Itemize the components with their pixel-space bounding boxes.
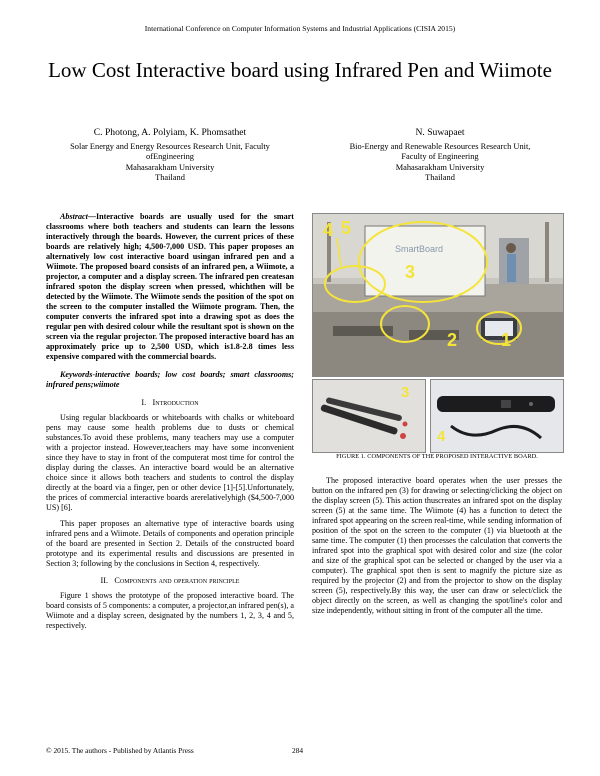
section-heading-introduction xyxy=(46,398,294,408)
authors-right xyxy=(318,128,562,183)
affiliation-line: Faculty of Engineering xyxy=(401,152,479,162)
conference-header: International Conference on Computer Information Systems and Industrial Applications (CISIA 2015) xyxy=(144,24,456,33)
affiliation-line: Thailand xyxy=(155,172,185,182)
components-paragraph-1: Figure 1 shows the prototype of the proposed interactive board. The board consists of 5 components: a computer, a projector,an infrared pen(s), a Wiimote and a display screen, designated by the numbers 1, 2, 3, 4 and 5, respectively. xyxy=(46,591,294,630)
label-screen: 5 xyxy=(341,218,352,238)
section-title: Introduction xyxy=(152,398,199,407)
figure-1 xyxy=(312,213,562,451)
abstract-lead: Abstract xyxy=(60,212,88,221)
label-pen: 3 xyxy=(405,262,416,282)
label-pen-photo: 3 xyxy=(401,384,410,401)
paper-title: Low Cost Interactive board using Infrared Pen and Wiimote xyxy=(48,58,552,82)
affiliation-line: Bio-Energy and Renewable Resources Research Unit, xyxy=(349,142,531,152)
operation-paragraph: The proposed interactive board operates when the user presses the button on the infrared pen (3) for drawing or selecting/clicking the object on the display screen (5). This action thuscreates an infrared spot on the display screen (5) at the same time. The Wiimote (4) has a function to detect the infrared spot appearing on the screen real-time, while sending information of position of the spot on the screen to the computer (1) via bluetooth at the same time. The computer (1) then processes the calculation that converts the infrared spot into the graphical spot with desired color and size (the color and size of the graphical spot can be selected or changed by the user via a computer). The graphical spot then is sent to magnify the picture size as required by the projector (2) and from the projector to show on the display screen (5), respectively.By this way, the user can draw or select/click the object directly on the screen, as well as changing the spot/line's color and size independently, without sitting in front of the computer all the time. xyxy=(312,476,562,615)
intro-paragraph-1: Using regular blackboards or whiteboards with chalks or whiteboard pens may cause some health problems due to dusts or chemical substances.To avoid these problems, many teachers may use a computer with a projector instead. However,teachers may have some inconvenient since they have to stay in front of the computerat most time for control the display during the classes. An interactive board would be an alternative choice since it allows both teachers and students to control the display directly at the board via a finger, pen or other device [1]-[5].Unfortunately, the prices of commercial interactive boards arerelativelyhigh ($4,500-7,000 US) [6]. xyxy=(46,413,294,512)
intro-paragraph-2: This paper proposes an alternative type of interactive boards using infrared pens and a Wiimote. Details of components and operation principle of the board are presented in Section 2. Details of the constructed board prototype and its experimental results and discussions are presented in Section 3; following by the conclusions in Section 4, respectively. xyxy=(46,519,294,568)
infrared-pen-photo xyxy=(312,379,426,453)
left-column xyxy=(46,212,294,631)
affiliation-line: ofEngineering xyxy=(146,152,194,162)
screen-text: SmartBoard xyxy=(395,244,444,254)
affiliation-line: Mahasarakham University xyxy=(395,162,485,172)
label-wiimote-photo: 4 xyxy=(437,428,446,445)
affiliation-line: Thailand xyxy=(425,172,455,182)
abstract xyxy=(46,212,294,362)
abstract-text: —Interactive boards are usually used for the smart classrooms where both teachers and students can learn the lessons interactively through the boards. However, the current prices of these boards are relatively high; 4,500-7,000 USD. This paper proposes an alternatively low cost interactive board usingan infrared pen and a Wiimote. The proposed board consists of an infrared pen, a Wiimote, a projector, a computer and a display screen. The infrared pen createsan infrared spoton the display screen when pressed, whichthen will be detected by the Wiimote. The Wiimote sends the position of the spot on the screen to the computer installed the Wiimote program. Then, the computer converts the infrared spot into a drawing spot as does the regular pen with desired colour while the resultant spot is shown on the screen via the regular projector. The proposed interactive board has an approximately price up to 2,500 USD, which is1.8-2.8 times less expensive compared with the commercial boards. xyxy=(46,212,294,361)
authors-left-names: C. Photong, A. Polyiam, K. Phomsathet xyxy=(93,127,247,138)
wiimote-illustration xyxy=(431,380,563,452)
page-number: 284 xyxy=(292,746,304,755)
authors-right-names: N. Suwapaet xyxy=(415,127,465,138)
section-heading-components xyxy=(46,576,294,586)
label-wiimote: 4 xyxy=(323,220,334,240)
section-number: I. xyxy=(141,398,147,407)
section-title: Components and operation principle xyxy=(114,576,240,585)
section-number: II. xyxy=(100,576,109,585)
wiimote-photo xyxy=(430,379,564,453)
label-computer: 1 xyxy=(501,330,512,350)
figure-caption: FIGURE 1. COMPONENTS OF THE PROPOSED INTERACTIVE BOARD. xyxy=(336,453,538,460)
copyright-footer: © 2015. The authors - Published by Atlantis Press xyxy=(46,746,194,755)
right-column xyxy=(312,476,562,616)
label-projector: 2 xyxy=(447,330,458,350)
affiliation-line: Solar Energy and Energy Resources Research Unit, Faculty xyxy=(70,142,270,152)
affiliation-line: Mahasarakham University xyxy=(125,162,215,172)
keywords: Keywords-interactive boards; low cost boards; smart classrooms; infrared pens;wiimote xyxy=(46,370,294,389)
classroom-photo xyxy=(312,213,564,377)
authors-left xyxy=(40,128,300,183)
